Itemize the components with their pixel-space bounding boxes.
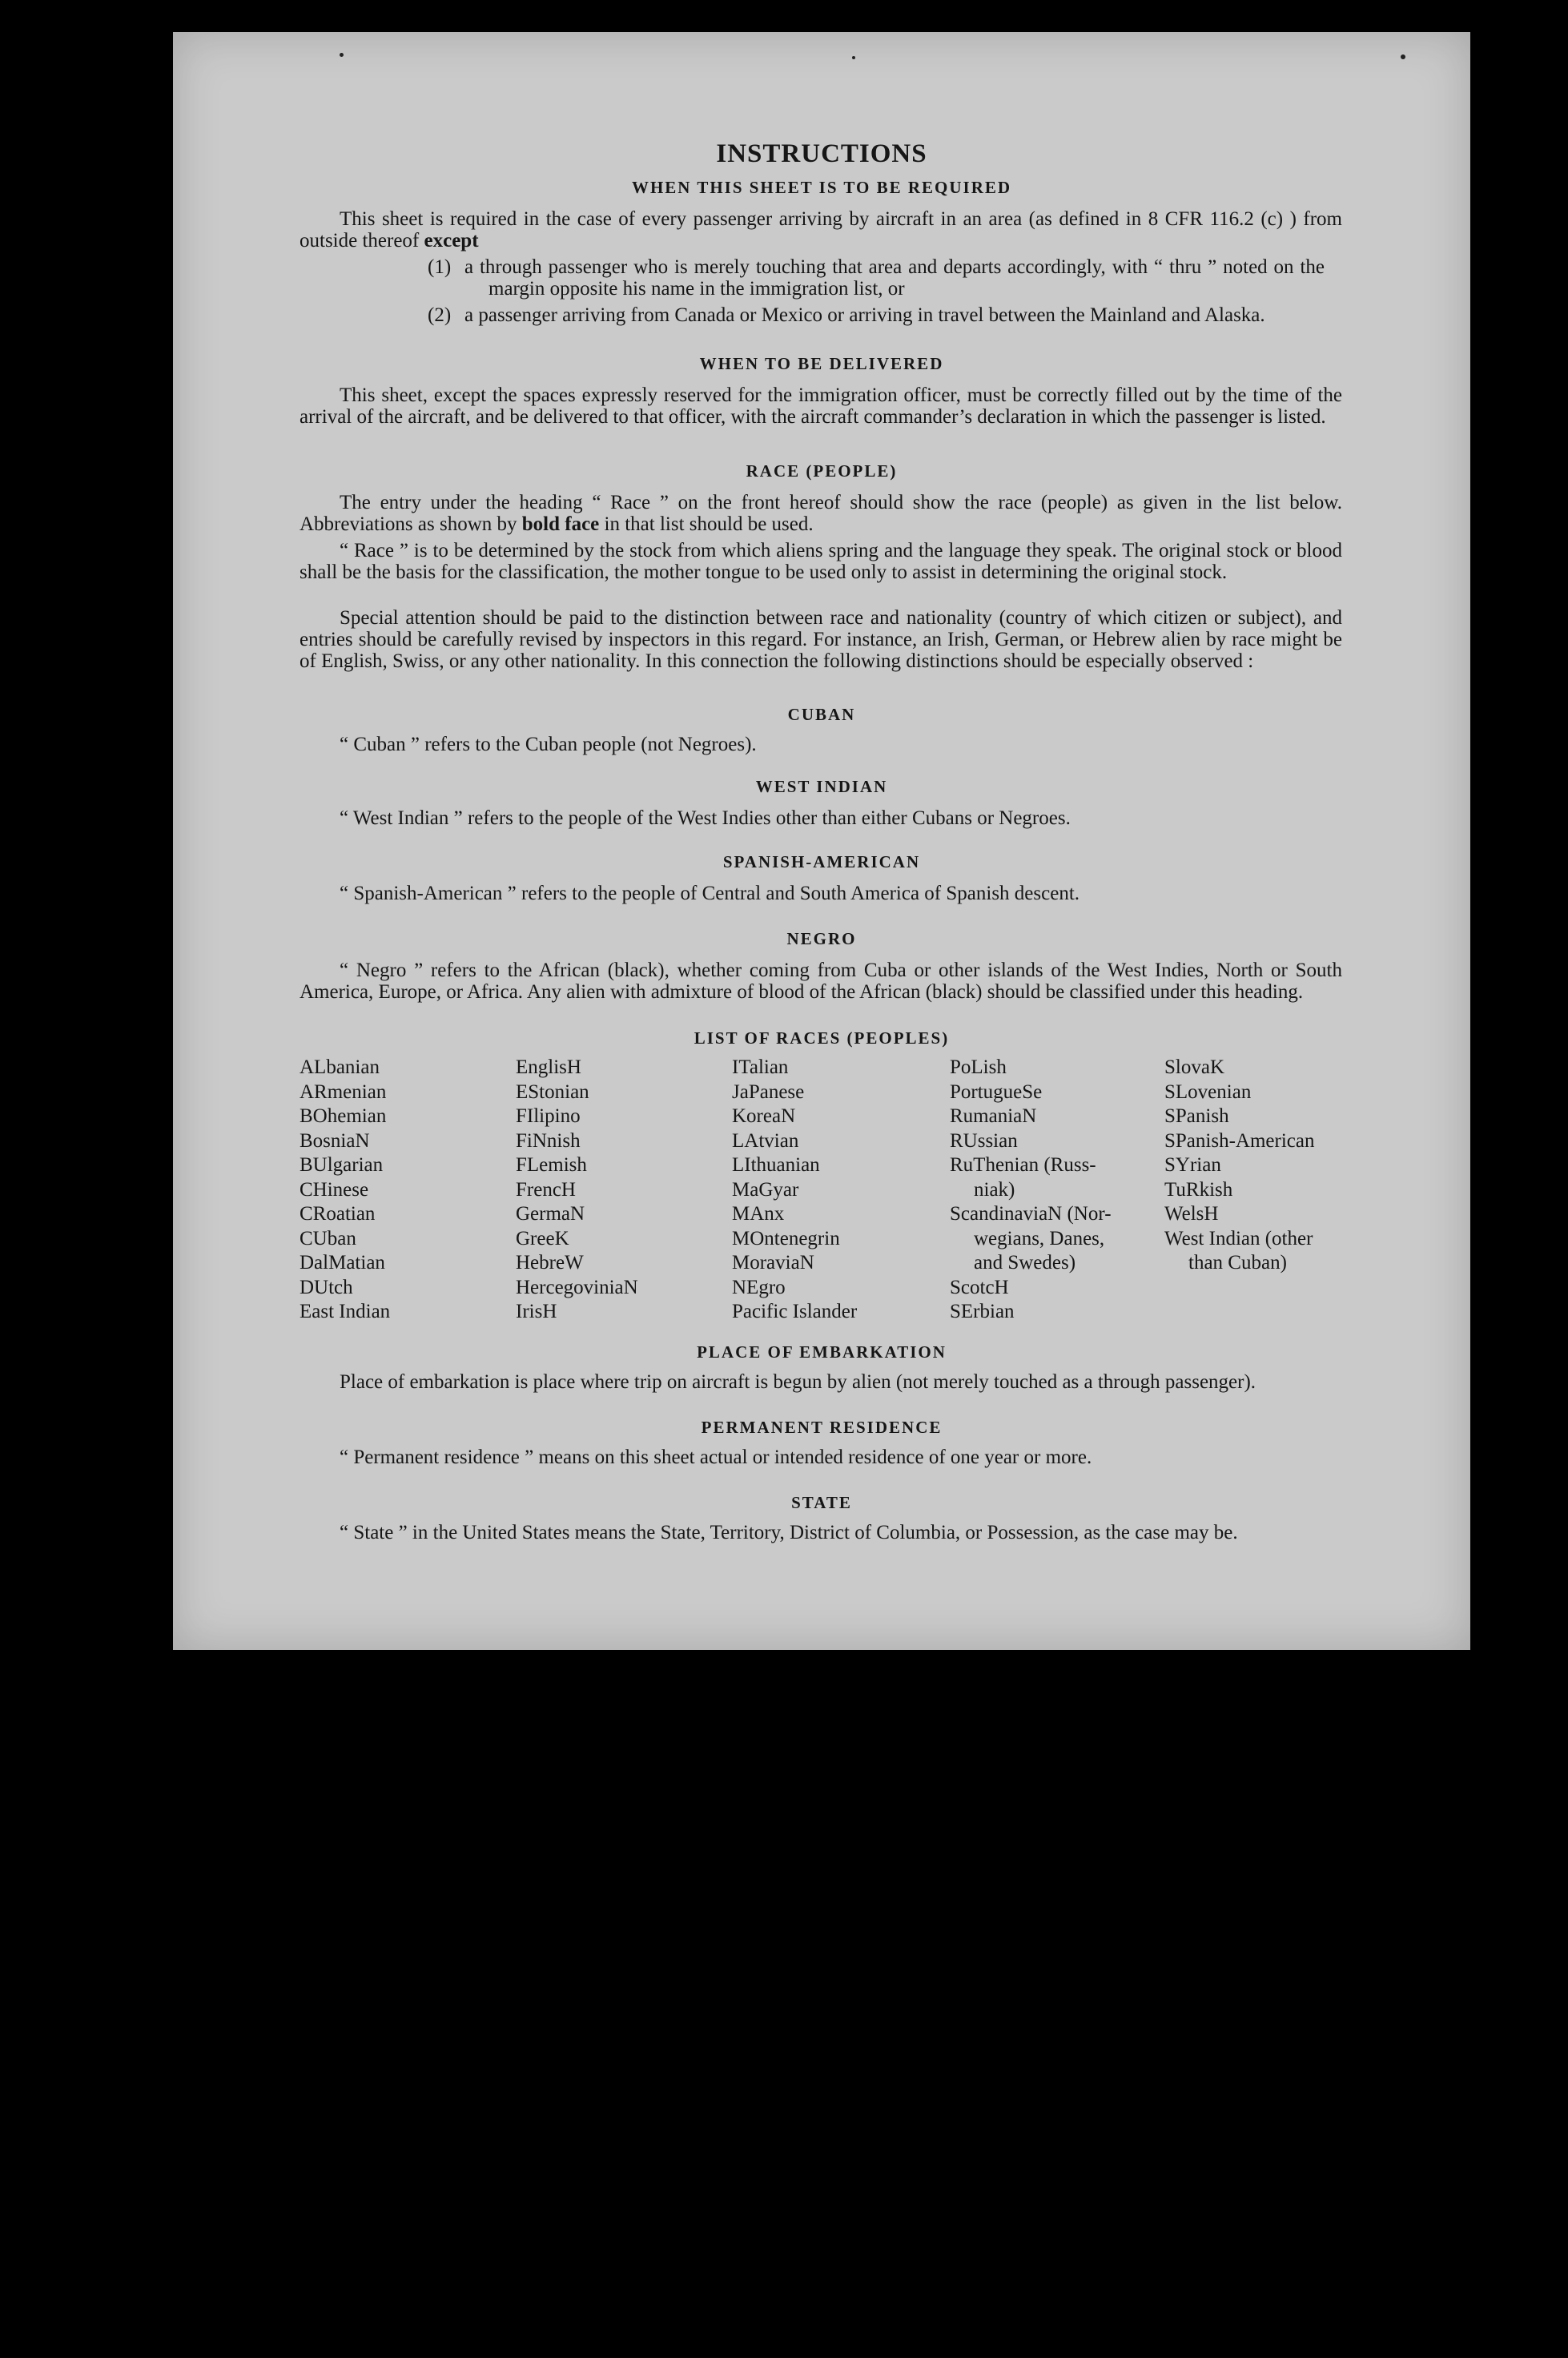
scan-speck xyxy=(1401,54,1405,59)
race-entry: PoLish xyxy=(950,1056,1007,1078)
race-entry: BOhemian xyxy=(300,1105,387,1127)
race-entry: ALbanian xyxy=(300,1056,380,1078)
race-entry: EnglisH xyxy=(516,1056,581,1078)
race-entry: HercegoviniaN xyxy=(516,1276,638,1298)
race-entry: ScotcH xyxy=(950,1276,1009,1298)
race-paragraph-1: The entry under the heading “ Race ” on the front hereof should show the race (people) as given in the list below. Abbreviations as shown by bold face in that list should be used. xyxy=(300,492,1342,535)
race-paragraph-2: “ Race ” is to be determined by the stock from which aliens spring and the language they speak. The original stock or blood shall be the basis for the classification, the mother tongue to be used only to assist in determining the original stock. xyxy=(300,540,1342,583)
race-entry: DalMatian xyxy=(300,1252,385,1274)
race-entry: SlovaK xyxy=(1164,1056,1224,1078)
exception-item-text: a through passenger who is merely touching that area and departs accordingly, with “ thru ” noted on the margin opposite his name in the immigration list, or xyxy=(464,256,1325,300)
heading-race: RACE (PEOPLE) xyxy=(746,461,898,481)
races-column-2 xyxy=(516,1056,638,1325)
race-entry: EStonian xyxy=(516,1080,589,1103)
race-entry: SLovenian xyxy=(1164,1080,1252,1103)
race-entry: FLemish xyxy=(516,1154,587,1176)
race-entry: BUlgarian xyxy=(300,1154,384,1176)
race-entry: FrencH xyxy=(516,1178,576,1201)
race-entry: DUtch xyxy=(300,1276,353,1298)
race-entry: RumaniaN xyxy=(950,1105,1037,1127)
document-page: INSTRUCTIONS WHEN THIS SHEET IS TO BE REQUIRED This sheet is required in the case of every passenger arriving by aircraft in an area (as defined in 8 CFR 116.2 (c) ) from outside thereof except (1) a through passenger who is merely touching that area and departs accordingly, with “ thru ” noted on the margin opposite his name in the immigration list, or (2) a passenger arriving from Canada or Mexico or arriving in travel between the Mainland and Alaska. WHEN TO BE DELIVERED This sheet, except the spaces expressly reserved for the immigration officer, must be correctly filled out by the time of the arrival of the aircraft, and be delivered to that officer, with the aircraft commander’s declaration in which the passenger is listed. RACE (PEOPLE) The entry under the heading “ Race ” on the front hereof should show the race (people) as given in the list below. Abbreviations as shown by bold face in that list should be used. “ Race ” is to be determined by the stock from which aliens spring and the language they speak. The original stock or blood shall be the basis for the classification, the mother tongue to be used only to assist in determining the original stock. Special attention should be paid to the distinction between race and nationality (country of which citizen or subject), and entries should be carefully revised by inspectors in this regard. For instance, an Irish, German, or Hebrew alien by race might be of English, Swiss, or any other nationality. In this connection the following distinctions should be especially observed : CUBAN “ Cuban ” refers to the Cuban people (not Negroes). WEST INDIAN “ West Indian ” refers to the people of the West Indies other than either Cubans or Negroes. SPANISH-AMERICAN “ Spanish-American ” refers to the people of Central and South America of Spanish descent. NEGRO “ Negro ” refers to the African (black), whether coming from Cuba or other islands of the West Indies, North or South America, Europe, or Africa. Any alien with admixture of blood of the African (black) should be classified under this heading. LIST OF RACES (PEOPLES) ALbanian ARmenian BOhemian BosniaN BUlgarian CHinese CRoatian CUban DalMatian DUtch East Indian EnglisH EStonian FIlipino FiNnish FLemish FrencH GermaN GreeK HebreW HercegoviniaN IrisH ITalian JaPanese KoreaN LAtvian LIthuanian MaGyar MAnx MOntenegrin MoraviaN NEgro Pacific Islander PoLish PortugueSe RumaniaN RUssian RuThenian (Russ- niak) ScandinaviaN (Nor- wegians, Danes, and Swedes) ScotcH SErbian SlovaK SLovenian SPanish SPanish-American SYrian TuRkish WelsH West Indian (other than Cuban) PLACE OF EMBARKATION Place of embarkation is place where trip on aircraft is begun by alien (not merely touched as a through passenger). PERMANENT RESIDENCE “ Permanent residence ” means on this sheet actual or intended residence of one year or more. STATE “ State ” in the United States means the State, Territory, District of Columbia, or Possession, as the case may be. xyxy=(173,32,1470,1650)
race-entry: ScandinaviaN (Nor- xyxy=(950,1203,1112,1225)
race-entry: RuThenian (Russ- xyxy=(950,1154,1096,1176)
residence-text: “ Permanent residence ” means on this sheet actual or intended residence of one year or more. xyxy=(340,1447,1092,1468)
race-entry: IrisH xyxy=(516,1301,557,1322)
race-entry: MOntenegrin xyxy=(732,1227,840,1249)
negro-text: “ Negro ” refers to the African (black), whether coming from Cuba or other islands of the West Indies, North or South America, Europe, or Africa. Any alien with admixture of blood of the African (black) should be classified under this heading. xyxy=(300,960,1342,1003)
heading-west-indian: WEST INDIAN xyxy=(755,777,888,796)
embarkation-text: Place of embarkation is place where trip on aircraft is begun by alien (not merely touched as a through passenger). xyxy=(340,1371,1256,1393)
race-entry: LAtvian xyxy=(732,1129,799,1152)
race-entry: JaPanese xyxy=(732,1080,805,1103)
race-entry: and Swedes) xyxy=(974,1252,1076,1274)
race-entry: TuRkish xyxy=(1164,1178,1233,1201)
race-entry: FiNnish xyxy=(516,1129,581,1152)
race-entry: SYrian xyxy=(1164,1154,1221,1176)
heading-place-of-embarkation: PLACE OF EMBARKATION xyxy=(697,1342,947,1362)
race-entry: West Indian (other xyxy=(1164,1227,1313,1249)
race-entry: MoraviaN xyxy=(732,1252,814,1274)
races-column-4 xyxy=(950,1056,1112,1325)
page-title: INSTRUCTIONS xyxy=(716,139,927,168)
race-entry: GermaN xyxy=(516,1203,585,1225)
races-column-5 xyxy=(1164,1056,1314,1276)
west-indian-text: “ West Indian ” refers to the people of the West Indies other than either Cubans or Negroes. xyxy=(340,807,1071,829)
state-text: “ State ” in the United States means the State, Territory, District of Columbia, or Possession, as the case may be. xyxy=(340,1522,1238,1543)
scan-speck xyxy=(340,53,344,57)
race-entry: NEgro xyxy=(732,1276,786,1298)
race-entry: SPanish-American xyxy=(1164,1129,1315,1152)
race-entry: wegians, Danes, xyxy=(974,1227,1105,1249)
cuban-text: “ Cuban ” refers to the Cuban people (not Negroes). xyxy=(340,734,757,755)
heading-state: STATE xyxy=(791,1493,852,1512)
scan-speck xyxy=(852,56,855,59)
race-entry: SErbian xyxy=(950,1301,1015,1322)
race-entry: Pacific Islander xyxy=(732,1301,858,1322)
heading-cuban: CUBAN xyxy=(787,705,856,724)
heading-when-required: WHEN THIS SHEET IS TO BE REQUIRED xyxy=(631,178,1012,197)
heading-when-delivered: WHEN TO BE DELIVERED xyxy=(699,354,944,373)
race-entry: FIlipino xyxy=(516,1105,581,1127)
heading-permanent-residence: PERMANENT RESIDENCE xyxy=(701,1418,943,1437)
race-entry: GreeK xyxy=(516,1227,569,1249)
spanish-american-text: “ Spanish-American ” refers to the people of Central and South America of Spanish descent. xyxy=(340,883,1080,904)
when-required-intro: This sheet is required in the case of every passenger arriving by aircraft in an area (as defined in 8 CFR 116.2 (c) ) from outside thereof except xyxy=(300,208,1342,251)
exception-item-text: a passenger arriving from Canada or Mexico or arriving in travel between the Mainland and Alaska. xyxy=(464,304,1265,326)
when-delivered-text: This sheet, except the spaces expressly reserved for the immigration officer, must be correctly filled out by the time of the arrival of the aircraft, and be delivered to that officer, with the aircraft commander’s declaration in which the passenger is listed. xyxy=(300,384,1342,428)
race-entry: MaGyar xyxy=(732,1178,799,1201)
race-entry: ARmenian xyxy=(300,1080,387,1103)
race-entry: BosniaN xyxy=(300,1129,370,1152)
heading-negro: NEGRO xyxy=(786,929,857,948)
race-entry: KoreaN xyxy=(732,1105,796,1127)
race-entry: RUssian xyxy=(950,1129,1018,1152)
race-entry: LIthuanian xyxy=(732,1154,820,1176)
race-entry: CUban xyxy=(300,1227,356,1249)
race-entry: than Cuban) xyxy=(1188,1252,1287,1274)
race-entry: SPanish xyxy=(1164,1105,1229,1127)
race-paragraph-3: Special attention should be paid to the distinction between race and nationality (country of which citizen or subject), and entries should be carefully revised by inspectors in this regard. For instance, an Irish, German, or Hebrew alien by race might be of English, Swiss, or any other nationality. In this connection the following distinctions should be especially observed : xyxy=(300,607,1342,672)
race-entry: WelsH xyxy=(1164,1203,1219,1225)
race-entry: PortugueSe xyxy=(950,1080,1043,1103)
race-entry: HebreW xyxy=(516,1252,584,1274)
race-entry: CRoatian xyxy=(300,1203,376,1225)
race-entry: ITalian xyxy=(732,1056,789,1078)
race-entry: CHinese xyxy=(300,1178,369,1201)
races-column-3 xyxy=(732,1056,857,1325)
heading-spanish-american: SPANISH-AMERICAN xyxy=(722,852,921,871)
race-entry: East Indian xyxy=(300,1301,391,1322)
race-entry: MAnx xyxy=(732,1203,785,1225)
races-column-1 xyxy=(300,1056,390,1325)
heading-list-of-races: LIST OF RACES (PEOPLES) xyxy=(694,1028,950,1048)
race-entry: niak) xyxy=(974,1178,1015,1201)
